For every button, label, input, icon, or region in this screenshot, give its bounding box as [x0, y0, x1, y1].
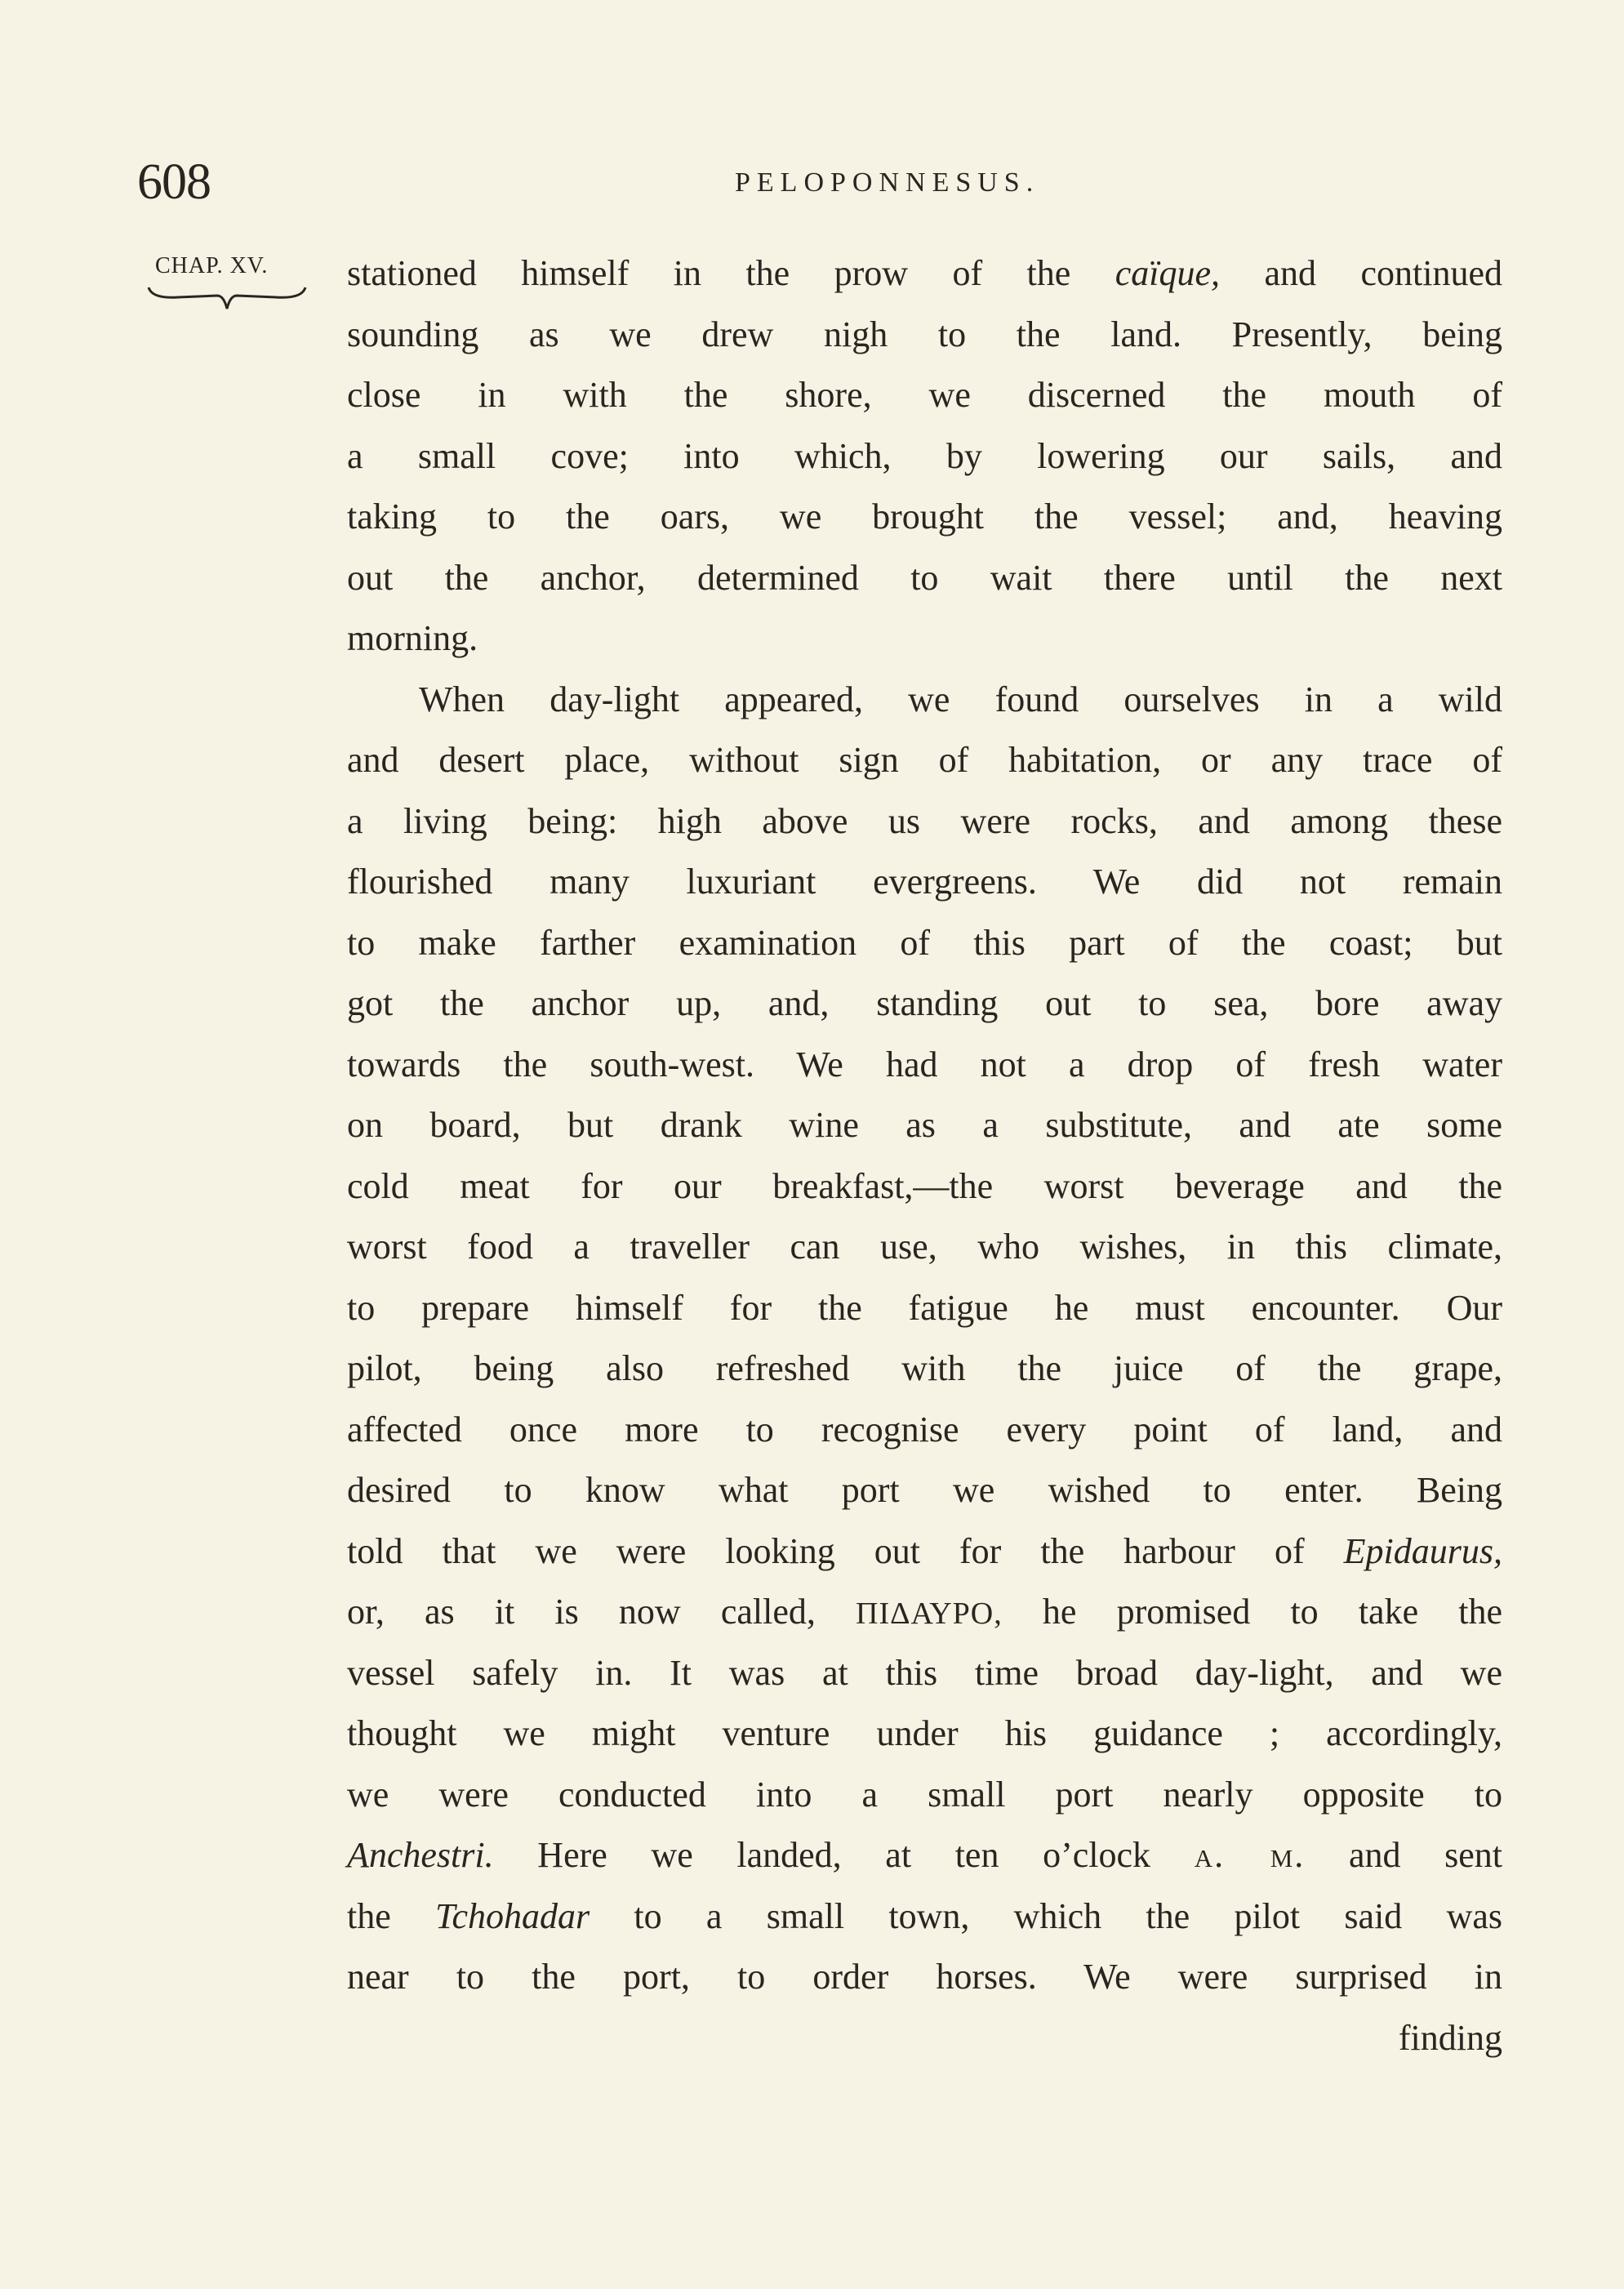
- text-line: the Tchohadar to a small town, which the pilot said was: [347, 1895, 1502, 1936]
- catchword: finding: [1398, 2017, 1502, 2058]
- text-line: affected once more to recognise every point of land, and: [347, 1409, 1502, 1450]
- text-line: a living being: high above us were rocks, and among these: [347, 800, 1502, 841]
- text-line: thought we might venture under his guidance ; accordingly,: [347, 1713, 1502, 1753]
- text-line: to make farther examination of this part of the coast; but: [347, 922, 1502, 963]
- text-line: cold meat for our breakfast,—the worst beverage and the: [347, 1165, 1502, 1206]
- text-line: pilot, being also refreshed with the juice of the grape,: [347, 1348, 1502, 1388]
- text-line: stationed himself in the prow of the caïque, and continued: [347, 253, 1502, 293]
- text-line: on board, but drank wine as a substitute, and ate some: [347, 1105, 1502, 1145]
- chapter-margin-note: CHAP. XV.: [155, 253, 269, 278]
- body-text: [347, 243, 1502, 2069]
- text-line: close in with the shore, we discerned the mouth of: [347, 375, 1502, 415]
- text-line: near to the port, to order horses. We were surprised in: [347, 1957, 1502, 1997]
- text-line: taking to the oars, we brought the vessel; and, heaving: [347, 497, 1502, 537]
- brace-ornament: [145, 284, 309, 317]
- page-number: 608: [137, 154, 211, 210]
- text-line: desired to know what port we wished to enter. Being: [347, 1470, 1502, 1510]
- text-line: to prepare himself for the fatigue he must encounter. Our: [347, 1287, 1502, 1328]
- text-line: morning.: [347, 618, 478, 658]
- text-line: or, as it is now called, ΠΙΔΑΥΡΟ, he promised to take the: [347, 1592, 1503, 1632]
- text-line: towards the south-west. We had not a drop of fresh water: [347, 1044, 1502, 1084]
- text-line: Anchestri. Here we landed, at ten o’clock a. m. and sent: [347, 1835, 1502, 1875]
- text-line: we were conducted into a small port nearly opposite to: [347, 1774, 1502, 1815]
- text-line: worst food a traveller can use, who wishes, in this climate,: [347, 1227, 1502, 1267]
- text-line: out the anchor, determined to wait there until the next: [347, 557, 1502, 598]
- running-title: PELOPONNESUS.: [735, 167, 1040, 198]
- text-line: When day-light appeared, we found ourselves in a wild: [419, 679, 1502, 719]
- text-line: told that we were looking out for the harbour of Epidaurus,: [347, 1530, 1502, 1571]
- text-line: got the anchor up, and, standing out to sea, bore away: [347, 983, 1502, 1023]
- text-line: a small cove; into which, by lowering our sails, and: [347, 435, 1502, 476]
- text-line: sounding as we drew nigh to the land. Presently, being: [347, 314, 1502, 354]
- text-line: vessel safely in. It was at this time broad day-light, and we: [347, 1652, 1502, 1693]
- text-line: flourished many luxuriant evergreens. We did not remain: [347, 862, 1502, 902]
- text-line: and desert place, without sign of habitation, or any trace of: [347, 740, 1502, 780]
